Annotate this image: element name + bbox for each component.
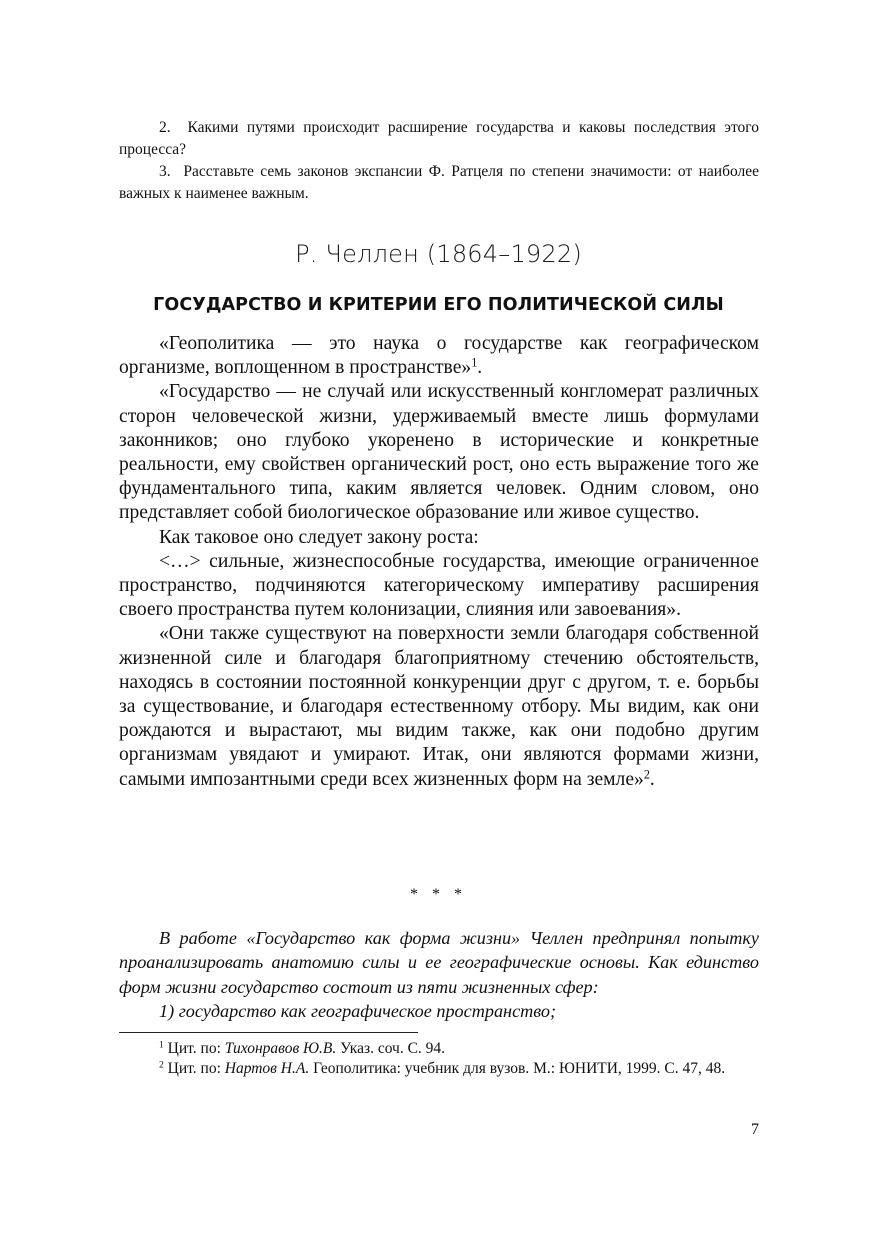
page-number: 7	[751, 1121, 759, 1138]
question-text: Какими путями происходит расширение государства и каковы последствия этого процесса?	[119, 119, 759, 158]
paragraph: «Они также существуют на поверхности земли благодаря собственной жизненной силе и благодаря благоприятному стечению обстоятельств, находясь в состоянии постоянной конкуренции друг с другом, т. е. борьбы за существование, и благодаря естественному отбору. Мы видим, как они рождаются и вырастают, мы видим также, как они подобно другим организмам увядают и умирают. Итак, они являются формами жизни, самыми импозантными среди всех жизненных форм на земле»$^2$.	[119, 623, 759, 790]
paragraph: «Государство — не случай или искусственный конгломерат различных сторон человеческой жизни, удерживаемый вместе лишь формулами законников; оно глубоко укоренено в исторические и конкретные реальности, ему свойствен органический рост, оно есть выражение того же фундаментального типа, каким является человек. Одним словом, оно представляет собой биологическое образование или живое существо.	[119, 381, 759, 524]
footnote-divider	[119, 1032, 418, 1033]
question-item	[119, 117, 759, 161]
footnote-ref: 1	[471, 355, 478, 370]
footnote: $^1$ Цит. по: Тихонравов Ю.В. Указ. соч. С. 94.	[159, 1039, 446, 1057]
question-number: 3.	[159, 163, 171, 180]
paragraph: «Геополитика — это наука о государстве как географическом организме, воплощенном в пространстве»$^1$.	[119, 333, 759, 379]
footnote: $^2$ Цит. по: Нартов Н.А. Геополитика: учебник для вузов. М.: ЮНИТИ, 1999. С. 47, 48.	[159, 1059, 726, 1077]
quoted-text	[119, 332, 759, 792]
section-author: Р. Челлен (1864–1922)	[295, 240, 582, 268]
section-heading: ГОСУДАРСТВО И КРИТЕРИИ ЕГО ПОЛИТИЧЕСКОЙ СИЛЫ	[153, 295, 724, 315]
review-questions	[119, 117, 759, 205]
footnote-ref: 2	[643, 766, 650, 781]
question-number: 2.	[159, 119, 171, 136]
paragraph: <…> сильные, жизнеспособные государства, имеющие ограниченное пространство, подчиняются категорическому императиву расширения своего пространства путем колонизации, слияния или завоевания».	[119, 550, 759, 621]
footnotes	[119, 1039, 759, 1079]
question-item	[119, 161, 759, 205]
paragraph: В работе «Государство как форма жизни» Челлен предпринял попытку проанализировать анатомию силы и ее географические основы. Как единство форм жизни государство состоит из пяти жизненных сфер:	[119, 928, 759, 997]
paragraph: Как таковое оно следует закону роста:	[159, 526, 479, 548]
commentary	[119, 926, 759, 1023]
section-separator: * * *	[410, 886, 467, 903]
list-item: 1) государство как географическое пространство;	[159, 1000, 557, 1021]
question-text: Расставьте семь законов экспансии Ф. Ратцеля по степени значимости: от наиболее важных к наименее важным.	[119, 163, 759, 202]
